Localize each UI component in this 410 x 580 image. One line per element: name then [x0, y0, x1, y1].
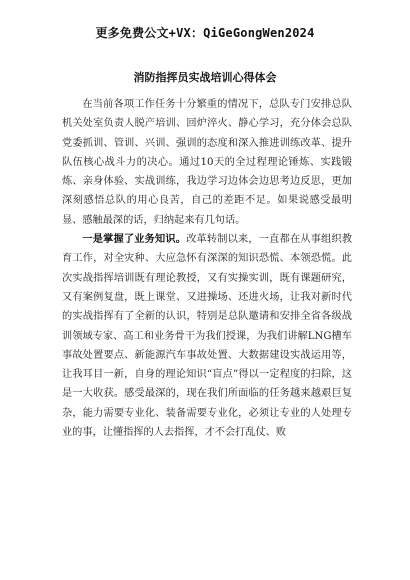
document-title: 消防指挥员实战培训心得体会: [133, 71, 277, 84]
paragraph-2-lead: 一是掌握了业务知识。: [82, 234, 187, 246]
paragraph-1: [62, 95, 352, 230]
watermark-header: 更多免费公文+VX：QiGeGongWen2024: [95, 26, 315, 40]
document-body: [62, 95, 352, 442]
paragraph-2-text: 改革转制以来，一直都在从事组织教育工作，对全灾种、大应急怀有深深的知识恐慌、本领恐慌。此次实战指挥培训既有理论教授，又有实操实训，既有课题研究，又有案例复盘，既上课堂、又进操场、还进火场，让我对新时代的实战指挥有了全新的认识，特别是总队邀请和安排全省各级战训领域专家、高工和业务骨干为我们授课，为我们讲解LNG槽车事故处置要点、新能源汽车事故处置、大数据建设实战运用等，让我耳目一新，自身的理论知识“盲点”得以一定程度的扫除，这是一大收获。感受最深的，现在我们所面临的任务越来越艰巨复杂，能力需要专业化、装备需要专业化，必须让专业的人处理专业的事，让懂指挥的人去指挥，才不会打乱仗、败: [62, 234, 353, 439]
paragraph-2: [62, 230, 352, 442]
paragraph-1-text: 在当前各项工作任务十分繁重的情况下，总队专门安排总队机关处室负责人脱产培训、回炉淬火、静心学习，充分体会总队党委抓训、管训、兴训、强训的态度和深入推进训练改革、提升队伍核心战斗力的决心。通过10天的全过程理论锤炼、实践锻炼、亲身体验、实战训练，我边学习边体会边思考边反思，更加深刻感悟总队的用心良苦，自己的差距不足。如果说感受最明显、感触最深的话，归纳起来有几句话。: [62, 99, 352, 226]
